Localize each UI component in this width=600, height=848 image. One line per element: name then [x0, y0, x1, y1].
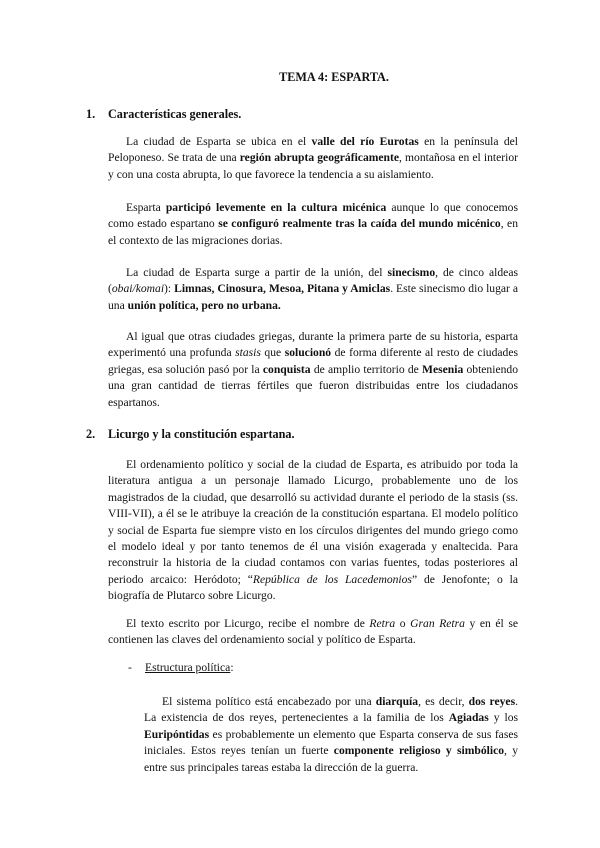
section-heading-1: [86, 106, 241, 122]
document-title: TEMA 4: ESPARTA.: [279, 70, 389, 84]
bullet-label: Estructura política: [145, 661, 231, 674]
paragraph-stasis: Al igual que otras ciudades griegas, durante la primera parte de su historia, esparta experimentó una profunda stasis que solucionó de forma diferente al resto de ciudades griegas, esa solución pasó por la conquista de amplio territorio de Mesenia obteniendo una gran cantidad de tierras fértiles que fueron distribuidas entre los ciudadanos espartanos.: [108, 330, 518, 409]
paragraph-retra: El texto escrito por Licurgo, recibe el nombre de Retra o Gran Retra y en él se contienen las claves del ordenamiento social y político de Esparta.: [108, 617, 519, 647]
list-item-estructura-politica: - Estructura política:: [128, 660, 234, 676]
paragraph-mycenaean: Esparta participó levemente en la cultura micénica aunque lo que conocemos como estado espartano se configuró realmente tras la caída del mundo micénico, en el contexto de las migraciones dorias.: [108, 201, 518, 247]
section-heading-2: [86, 426, 295, 442]
section-title: Licurgo y la constitución espartana.: [108, 427, 295, 441]
section-number: 1.: [86, 107, 96, 121]
paragraph-licurgo: El ordenamiento político y social de la ciudad de Esparta, es atribuido por toda la literatura antigua a un personaje llamado Licurgo, probablemente uno de los magistrados de la ciudad, que desarrolló su actividad durante el periodo de la stasis (ss. VIII-VII), a él se le atribuye la creación de la constitución espartana. El modelo político y social de Esparta fue siempre visto en los círculos dirigentes del mundo griego como el modelo ideal y por tanto tenemos de él una visión exagerada y enaltecida. Para reconstruir la historia de la ciudad contamos con varias fuentes, todas posteriores al periodo arcaico: Heródoto; “República de los Lacedemonios” de Jenofonte; o la biografía de Plutarco sobre Licurgo.: [108, 458, 518, 603]
section-title: Características generales.: [108, 107, 242, 121]
paragraph-location: La ciudad de Esparta se ubica en el valle del río Eurotas en la península del Peloponeso. Se trata de una región abrupta geográficamente, montañosa en el interior y con una costa abrupta, lo que favorece la tendencia a su aislamiento.: [108, 135, 518, 181]
paragraph-synoecism: La ciudad de Esparta surge a partir de la unión, del sinecismo, de cinco aldeas (obai/komai): Limnas, Cinosura, Mesoa, Pitana y Amiclas. Este sinecismo dio lugar a una unión política, pero no urbana.: [108, 266, 518, 312]
bullet-dash: -: [128, 661, 132, 674]
section-number: 2.: [86, 427, 96, 441]
paragraph-diarquia: El sistema político está encabezado por una diarquía, es decir, dos reyes. La existencia de dos reyes, pertenecientes a la familia de los Agiadas y los Euripóntidas es probablemente un elemento que Esparta conserva de sus fases iniciales. Estos reyes tenían un fuerte componente religioso y simbólico, y entre sus principales tareas estaba la dirección de la guerra.: [144, 695, 518, 774]
